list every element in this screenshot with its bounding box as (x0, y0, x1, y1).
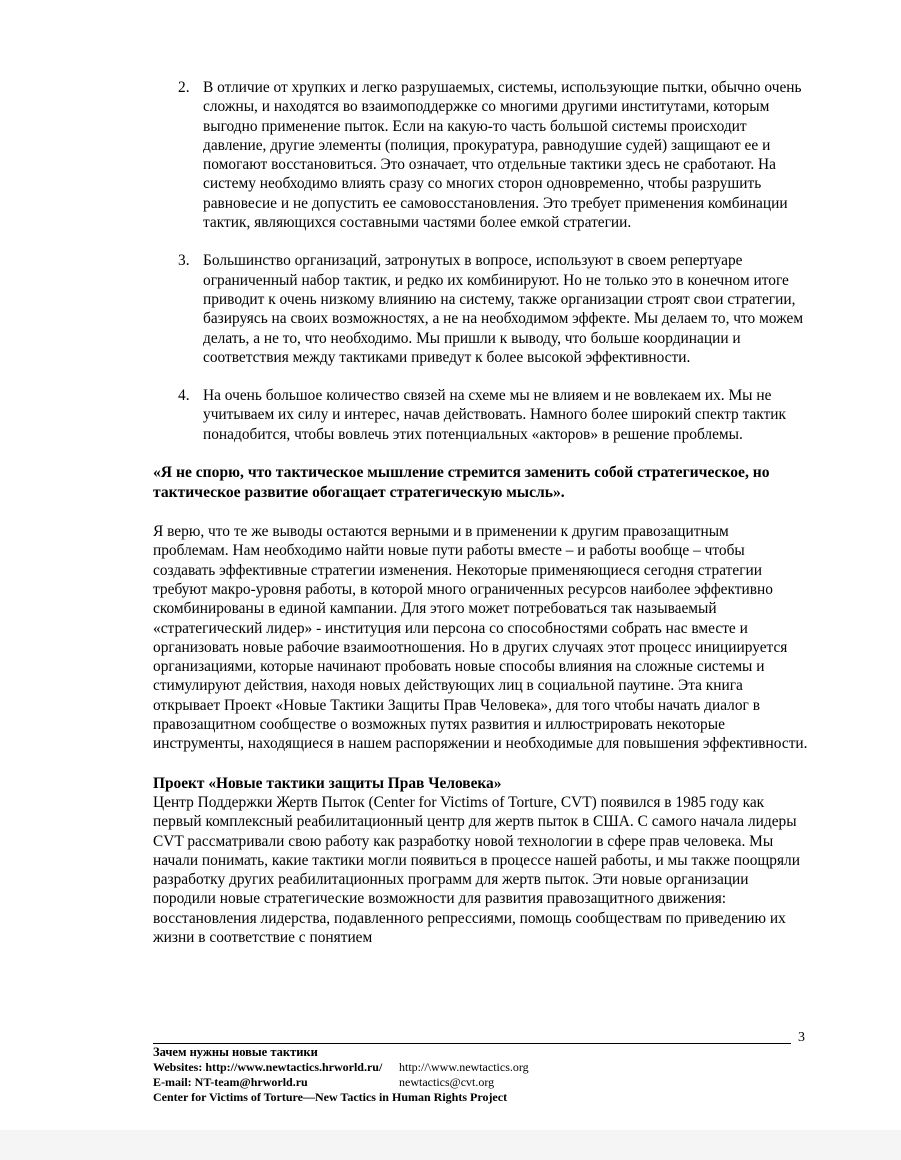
list-item (153, 251, 808, 367)
footer-organization: Center for Victims of Torture—New Tactics in Human Rights Project (153, 1090, 508, 1104)
section-paragraph: Центр Поддержки Жертв Пыток (Center for Victims of Torture, CVT) появился в 1985 году как первый комплексный реабилитационный центр для жертв пыток в США. С самого начала лидеры CVT рассматривали свою работу как разработку новой технологии в сфере прав человека. Мы начали понимать, какие тактики могли появиться в процессе нашей работы, и мы также поощряли разработку других реабилитационных программ для жертв пыток. Эти новые организации породили новые стратегические возможности для развития правозащитного движения: восстановления лидерства, подавленного репрессиями, помощь сообществам по приведению их жизни в соответствие с понятием (153, 793, 800, 946)
list-item-text: На очень большое количество связей на схеме мы не влияем и не вовлекаем их. Мы не учитываем их силу и интерес, начав действовать. Намного более широкий спектр тактик понадобится, чтобы вовлечь этих потенциальных «акторов» в решение проблемы. (203, 387, 787, 443)
section-heading: Проект «Новые тактики защиты Прав Человека» (153, 774, 502, 792)
footer-email-row (153, 1075, 805, 1090)
page-content (153, 78, 808, 947)
list-item (153, 78, 808, 232)
footer-website-link[interactable]: Websites: http://www.newtactics.hrworld.ru/ (153, 1060, 383, 1074)
footer-title: Зачем нужны новые тактики (153, 1045, 318, 1059)
body-paragraph: Я верю, что те же выводы остаются верными и в применении к другим правозащитным проблемам. Нам необходимо найти новые пути работы вместе – и работы вообще – чтобы создавать эффективные стратегии изменения. Некоторые применяющиеся сегодня стратегии требуют макро-уровня работы, в которой много ограниченных ресурсов наиболее эффективно скомбинированы в единой кампании. Для этого может потребоваться так называемый «стратегический лидер» - институция или персона со способностями собрать нас вместе и организовать новые рабочие взаимоотношения. Но в других случаях этот процесс инициируется организациями, которые начинают пробовать новые способы влияния на сложные системы и стимулируют действия, находя новых действующих лиц в социальной паутине. Эта книга открывает Проект «Новые Тактики Защиты Прав Человека», для того чтобы начать диалог в правозащитном сообществе о возможных путях развития и иллюстрировать некоторые инструменты, находящиеся в нашем распоряжении и необходимые для повышения эффективности. (153, 523, 808, 753)
footer-email2-link[interactable]: newtactics@cvt.org (399, 1075, 495, 1089)
list-item-number: 2. (178, 79, 190, 96)
list-item-text: В отличие от хрупких и легко разрушаемых, системы, использующие пытки, обычно очень сложны, и находятся во взаимоподдержке со многими другими институтами, которым выгодно применение пыток. Если на какую-то часть большой системы происходит давление, другие элементы (полиция, прокуратура, равнодушие судей) защищают ее и помогают восстановиться. Это означает, что отдельные тактики здесь не сработают. На систему необходимо влиять сразу со многих сторон одновременно, чтобы разрушить равновесие и не допустить ее самовосстановления. Это требует применения комбинации тактик, являющихся составными частями более емкой стратегии. (203, 79, 802, 232)
list-item (153, 386, 808, 444)
footer-website2-link[interactable]: http://\www.newtactics.org (399, 1060, 529, 1074)
footer-websites-row (153, 1060, 805, 1075)
numbered-list (153, 78, 808, 444)
footer-lines (153, 1045, 805, 1105)
list-item-text: Большинство организаций, затронутых в вопросе, используют в своем репертуаре ограниченный набор тактик, и редко их комбинируют. Но не только это в конечном итоге приводит к очень низкому влиянию на систему, также организации строят свои стратегии, базируясь на своих возможностях, а не на необходимом эффекте. Мы делаем то, что можем делать, а не то, что необходимо. Мы пришли к выводу, что больше координации и соответствия между тактиками приведут к более высокой эффективности. (203, 252, 804, 366)
footer-email-link[interactable]: E-mail: NT-team@hrworld.ru (153, 1075, 308, 1089)
page-number: 3 (798, 1030, 805, 1045)
list-item-number: 3. (178, 252, 190, 270)
footer-rule (153, 1043, 791, 1044)
bold-quote: «Я не спорю, что тактическое мышление стремится заменить собой стратегическое, но тактическое развитие обогащает стратегическую мысль». (153, 464, 770, 502)
list-item-number: 4. (178, 387, 190, 405)
